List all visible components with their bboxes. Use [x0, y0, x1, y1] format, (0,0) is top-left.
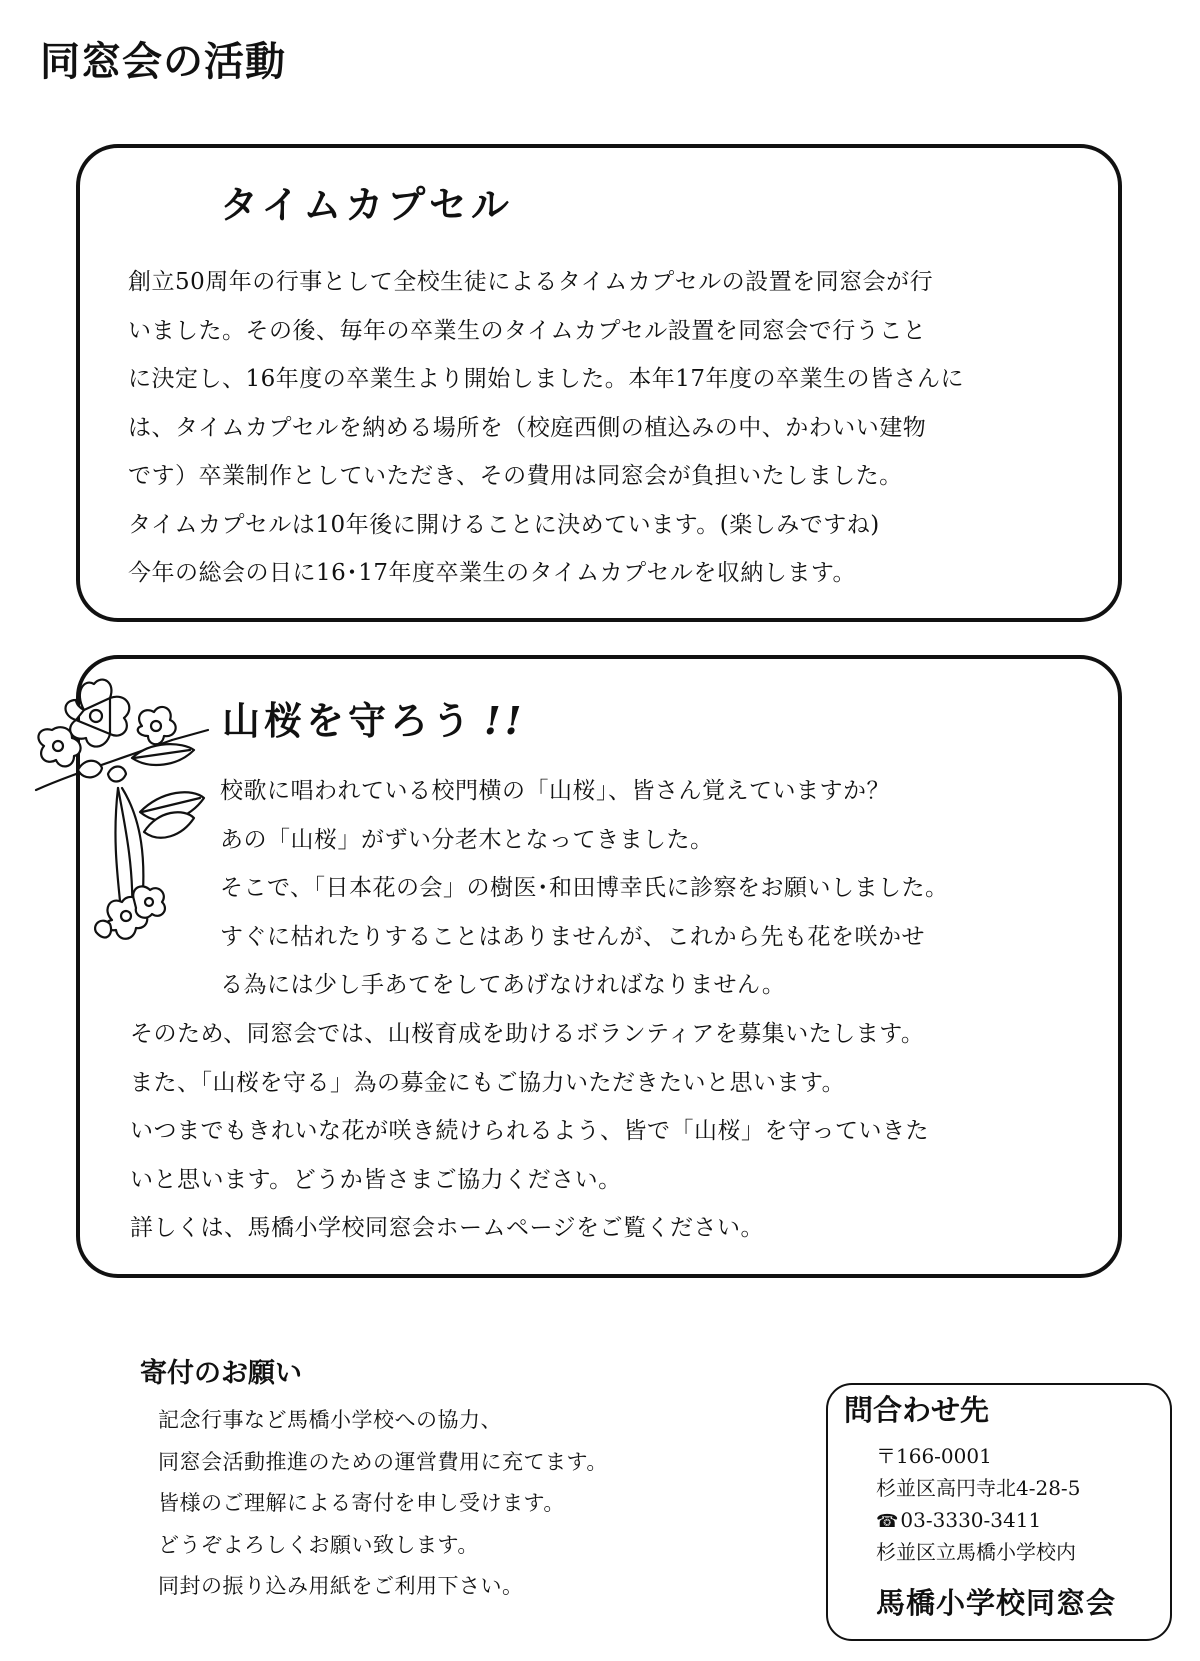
yamazakura-line: 詳しくは、馬橋小学校同窓会ホームページをご覧ください。 — [130, 1215, 765, 1241]
yamazakura-line: いつまでもきれいな花が咲き続けられるよう、皆で「山桜」を守っていきた — [130, 1118, 929, 1144]
contact-location: 杉並区立馬橋小学校内 — [876, 1540, 1076, 1564]
donation-line: どうぞよろしくお願い致します。 — [158, 1532, 479, 1557]
contact-title: 問合わせ先 — [844, 1393, 990, 1427]
donation-line: 同窓会活動推進のための運営費用に充てます。 — [158, 1449, 608, 1474]
time-capsule-line: です）卒業制作としていただき、その費用は同窓会が負担いたしました。 — [128, 463, 903, 489]
donation-text — [158, 1400, 608, 1608]
yamazakura-line: あの「山桜」がずい分老木となってきました。 — [220, 826, 714, 853]
time-capsule-line: 今年の総会の日に16･17年度卒業生のタイムカプセルを収納します。 — [128, 560, 857, 586]
contact-phone[interactable]: 03-3330-3411 — [900, 1508, 1042, 1532]
phone-icon: ☎ — [876, 1511, 899, 1532]
yamazakura-line: そのため、同窓会では、山桜育成を助けるボランティアを募集いたします。 — [130, 1021, 925, 1047]
donation-line: 皆様のご理解による寄付を申し受けます。 — [158, 1491, 565, 1515]
time-capsule-line: タイムカプセルは10年後に開けることに決めています。(楽しみですね) — [128, 511, 880, 538]
yamazakura-line: いと思います。どうか皆さまご協力ください。 — [130, 1166, 622, 1193]
time-capsule-line: いました。その後、毎年の卒業生のタイムカプセル設置を同窓会で行うこと — [128, 317, 927, 344]
yamazakura-text-full — [130, 1010, 929, 1253]
page-title: 同窓会の活動 — [40, 38, 286, 85]
yamazakura-heading-marks: !! — [484, 698, 526, 743]
yamazakura-line: また、「山桜を守る」為の募金にもご協力いただきたいと思います。 — [130, 1069, 846, 1096]
cherry-blossom-icon — [22, 670, 212, 970]
time-capsule-line: は、タイムカプセルを納める場所を（校庭西側の植込みの中、かわいい建物 — [128, 414, 927, 441]
time-capsule-text — [128, 258, 964, 598]
time-capsule-heading: タイムカプセル — [220, 182, 513, 227]
time-capsule-line: に決定し、16年度の卒業生より開始しました。本年17年度の卒業生の皆さんに — [128, 366, 965, 392]
contact-organization: 馬橋小学校同窓会 — [876, 1586, 1117, 1620]
donation-line: 同封の振り込み用紙をご利用下さい。 — [158, 1574, 524, 1598]
time-capsule-line: 創立50周年の行事として全校生徒によるタイムカプセルの設置を同窓会が行 — [128, 269, 934, 295]
contact-postal: 〒166-0001 — [876, 1444, 992, 1468]
donation-line: 記念行事など馬橋小学校への協力、 — [158, 1408, 502, 1432]
contact-address: 杉並区高円寺北4-28-5 — [876, 1476, 1081, 1500]
yamazakura-heading — [222, 700, 525, 742]
contact-phone-row — [876, 1504, 1080, 1536]
yamazakura-heading-text: 山桜を守ろう — [222, 698, 475, 743]
yamazakura-line: る為には少し手あてをしてあげなければなりません。 — [220, 972, 786, 998]
yamazakura-text-indented — [220, 767, 949, 1010]
yamazakura-line: 校歌に唱われている校門横の「山桜」、皆さん覚えていますか？ — [220, 778, 890, 804]
contact-details — [876, 1440, 1080, 1568]
yamazakura-line: すぐに枯れたりすることはありませんが、これから先も花を咲かせ — [220, 923, 925, 950]
yamazakura-line: そこで、「日本花の会」の樹医･和田博幸氏に診察をお願いしました。 — [220, 875, 949, 901]
donation-title: 寄付のお願い — [140, 1358, 302, 1389]
